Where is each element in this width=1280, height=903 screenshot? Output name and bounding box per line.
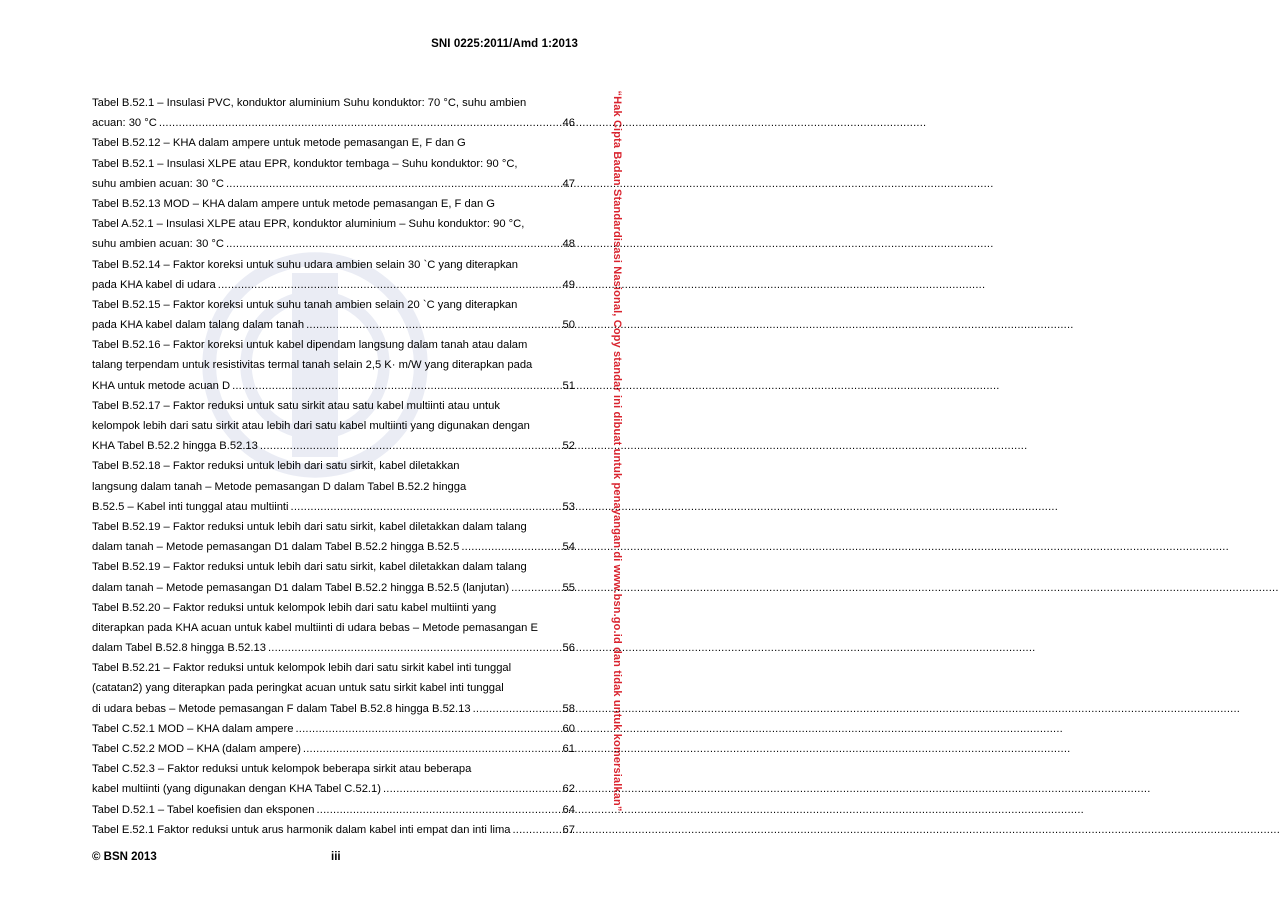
toc-leader-dots: [303, 739, 561, 759]
toc-entry-title: dalam tanah – Metode pemasangan D1 dalam Tabel B.52.2 hingga B.52.5 (lanjutan): [92, 581, 510, 594]
toc-page-number: 52: [562, 440, 575, 453]
toc-leader-dots: [260, 436, 561, 456]
toc-page-number: 56: [562, 642, 575, 655]
toc-leader-dots: [473, 699, 561, 719]
toc-entry-title: dalam tanah – Metode pemasangan D1 dalam Tabel B.52.2 hingga B.52.5: [92, 541, 460, 554]
toc-entry-line: Tabel B.52.15 – Faktor koreksi untuk suhu tanah ambien selain 20 `C yang diterapkan: [92, 298, 518, 311]
table-of-contents: [92, 93, 575, 840]
toc-entry-title: Tabel E.52.1 Faktor reduksi untuk arus harmonik dalam kabel inti empat dan inti lima: [92, 823, 511, 836]
toc-entry-title: pada KHA kabel di udara: [92, 278, 216, 291]
toc-entry-line: Tabel B.52.1 – Insulasi XLPE atau EPR, konduktor tembaga – Suhu konduktor: 90 °C,: [92, 157, 518, 170]
toc-entry[interactable]: [92, 739, 575, 759]
toc-leader-dots: [316, 800, 560, 820]
toc-entry-title: Tabel C.52.2 MOD – KHA (dalam ampere): [92, 743, 301, 755]
document-id: SNI 0225:2011/Amd 1:2013: [431, 38, 578, 50]
toc-page-number: 62: [562, 783, 575, 796]
toc-leader-dots: [511, 578, 560, 598]
toc-entry-title: pada KHA kabel dalam talang dalam tanah: [92, 319, 305, 332]
toc-entry[interactable]: [92, 113, 575, 133]
toc-entry-line: Tabel B.52.17 – Faktor reduksi untuk satu sirkit atau satu kabel multiinti atau untuk: [92, 399, 500, 412]
toc-entry-line: kelompok lebih dari satu sirkit atau lebih dari satu kabel multiinti yang digunakan dengan: [92, 420, 530, 432]
toc-page-number: 49: [562, 278, 575, 291]
footer-page-number: iii: [331, 851, 341, 863]
toc-page-number: 60: [562, 722, 575, 735]
toc-leader-dots: [232, 376, 560, 396]
toc-entry-title: suhu ambien acuan: 30 °C: [92, 177, 224, 190]
toc-page-number: 47: [562, 177, 575, 190]
toc-entry[interactable]: [92, 234, 575, 254]
copyright-notice-vertical: “Hak Cipta Badan Standardisasi Nasional, Copy standar ini dibuat untuk penayangan di www.bsn.go.id dan tidak untuk komersialkan”: [611, 90, 623, 812]
toc-entry-line: Tabel B.52.13 MOD – KHA dalam ampere untuk metode pemasangan E, F dan G: [92, 197, 495, 210]
toc-entry[interactable]: [92, 820, 575, 840]
toc-leader-dots: [226, 234, 561, 254]
toc-entry-line: Tabel B.52.14 – Faktor koreksi untuk suhu udara ambien selain 30 `C yang diterapkan: [92, 258, 518, 271]
toc-entry-line: Tabel A.52.1 – Insulasi XLPE atau EPR, konduktor aluminium – Suhu konduktor: 90 °C,: [92, 218, 525, 231]
toc-entry[interactable]: [92, 800, 575, 820]
toc-leader-dots: [159, 113, 561, 133]
toc-page-number: 46: [562, 117, 575, 130]
toc-leader-dots: [268, 638, 561, 658]
toc-entry[interactable]: [92, 638, 575, 658]
toc-entry-title: dalam Tabel B.52.8 hingga B.52.13: [92, 642, 266, 655]
toc-leader-dots: [291, 497, 561, 517]
toc-page-number: 55: [562, 581, 575, 594]
toc-leader-dots: [461, 537, 560, 557]
toc-entry-line: Tabel B.52.21 – Faktor reduksi untuk kelompok lebih dari satu sirkit kabel inti tunggal: [92, 662, 512, 675]
toc-entry-line: Tabel B.52.16 – Faktor koreksi untuk kabel dipendam langsung dalam tanah atau dalam: [92, 339, 528, 352]
toc-entry[interactable]: [92, 174, 575, 194]
toc-entry[interactable]: [92, 497, 575, 517]
toc-entry[interactable]: [92, 315, 575, 335]
toc-page-number: 48: [562, 238, 575, 251]
toc-page-number: 64: [562, 803, 575, 816]
toc-entry-line: Tabel B.52.12 – KHA dalam ampere untuk metode pemasangan E, F dan G: [92, 137, 466, 150]
toc-entry-line: (catatan2) yang diterapkan pada peringkat acuan untuk satu sirkit kabel inti tunggal: [92, 682, 504, 695]
toc-entry-line: Tabel C.52.3 – Faktor reduksi untuk kelompok beberapa sirkit atau beberapa: [92, 763, 472, 776]
toc-entry-line: talang terpendam untuk resistivitas termal tanah selain 2,5 K· m/W yang diterapkan pada: [92, 359, 533, 372]
toc-entry-line: Tabel B.52.1 – Insulasi PVC, konduktor aluminium Suhu konduktor: 70 °C, suhu ambien: [92, 97, 527, 109]
toc-entry[interactable]: [92, 719, 575, 739]
toc-page-number: 54: [562, 541, 575, 554]
toc-entry[interactable]: [92, 275, 575, 295]
toc-page-number: 61: [562, 743, 575, 755]
toc-entry-title: B.52.5 – Kabel inti tunggal atau multiinti: [92, 500, 289, 513]
toc-leader-dots: [226, 174, 561, 194]
toc-entry[interactable]: [92, 779, 575, 799]
toc-entry-title: di udara bebas – Metode pemasangan F dalam Tabel B.52.8 hingga B.52.13: [92, 702, 471, 715]
toc-entry-line: Tabel B.52.19 – Faktor reduksi untuk lebih dari satu sirkit, kabel diletakkan dalam talang: [92, 520, 527, 533]
toc-entry-title: suhu ambien acuan: 30 °C: [92, 238, 224, 251]
toc-leader-dots: [295, 719, 560, 739]
toc-entry-title: kabel multiinti (yang digunakan dengan KHA Tabel C.52.1): [92, 783, 381, 796]
toc-page-number: 58: [562, 702, 575, 715]
toc-entry-line: langsung dalam tanah – Metode pemasangan D dalam Tabel B.52.2 hingga: [92, 480, 467, 493]
toc-entry-title: KHA Tabel B.52.2 hingga B.52.13: [92, 440, 258, 453]
toc-entry-title: Tabel D.52.1 – Tabel koefisien dan eksponen: [92, 803, 315, 816]
toc-entry[interactable]: [92, 699, 575, 719]
toc-entry-title: Tabel C.52.1 MOD – KHA dalam ampere: [92, 722, 294, 735]
toc-entry-title: acuan: 30 °C: [92, 117, 157, 130]
toc-page-number: 53: [562, 500, 575, 513]
toc-entry[interactable]: [92, 376, 575, 396]
toc-entry-line: diterapkan pada KHA acuan untuk kabel multiinti di udara bebas – Metode pemasangan E: [92, 621, 538, 634]
toc-entry[interactable]: [92, 537, 575, 557]
toc-page-number: 67: [562, 823, 575, 836]
toc-leader-dots: [513, 820, 561, 840]
toc-entry[interactable]: [92, 436, 575, 456]
toc-entry-line: Tabel B.52.19 – Faktor reduksi untuk lebih dari satu sirkit, kabel diletakkan dalam talang: [92, 561, 527, 574]
toc-entry[interactable]: [92, 578, 575, 598]
toc-leader-dots: [218, 275, 561, 295]
toc-leader-dots: [306, 315, 560, 335]
toc-entry-line: Tabel B.52.20 – Faktor reduksi untuk kelompok lebih dari satu kabel multiinti yang: [92, 601, 497, 614]
toc-entry-line: Tabel B.52.18 – Faktor reduksi untuk lebih dari satu sirkit, kabel diletakkan: [92, 460, 460, 473]
footer-copyright: © BSN 2013: [92, 851, 157, 863]
toc-entry-title: KHA untuk metode acuan D: [92, 379, 231, 392]
toc-page-number: 51: [562, 379, 575, 392]
toc-leader-dots: [383, 779, 561, 799]
toc-page-number: 50: [562, 319, 575, 332]
